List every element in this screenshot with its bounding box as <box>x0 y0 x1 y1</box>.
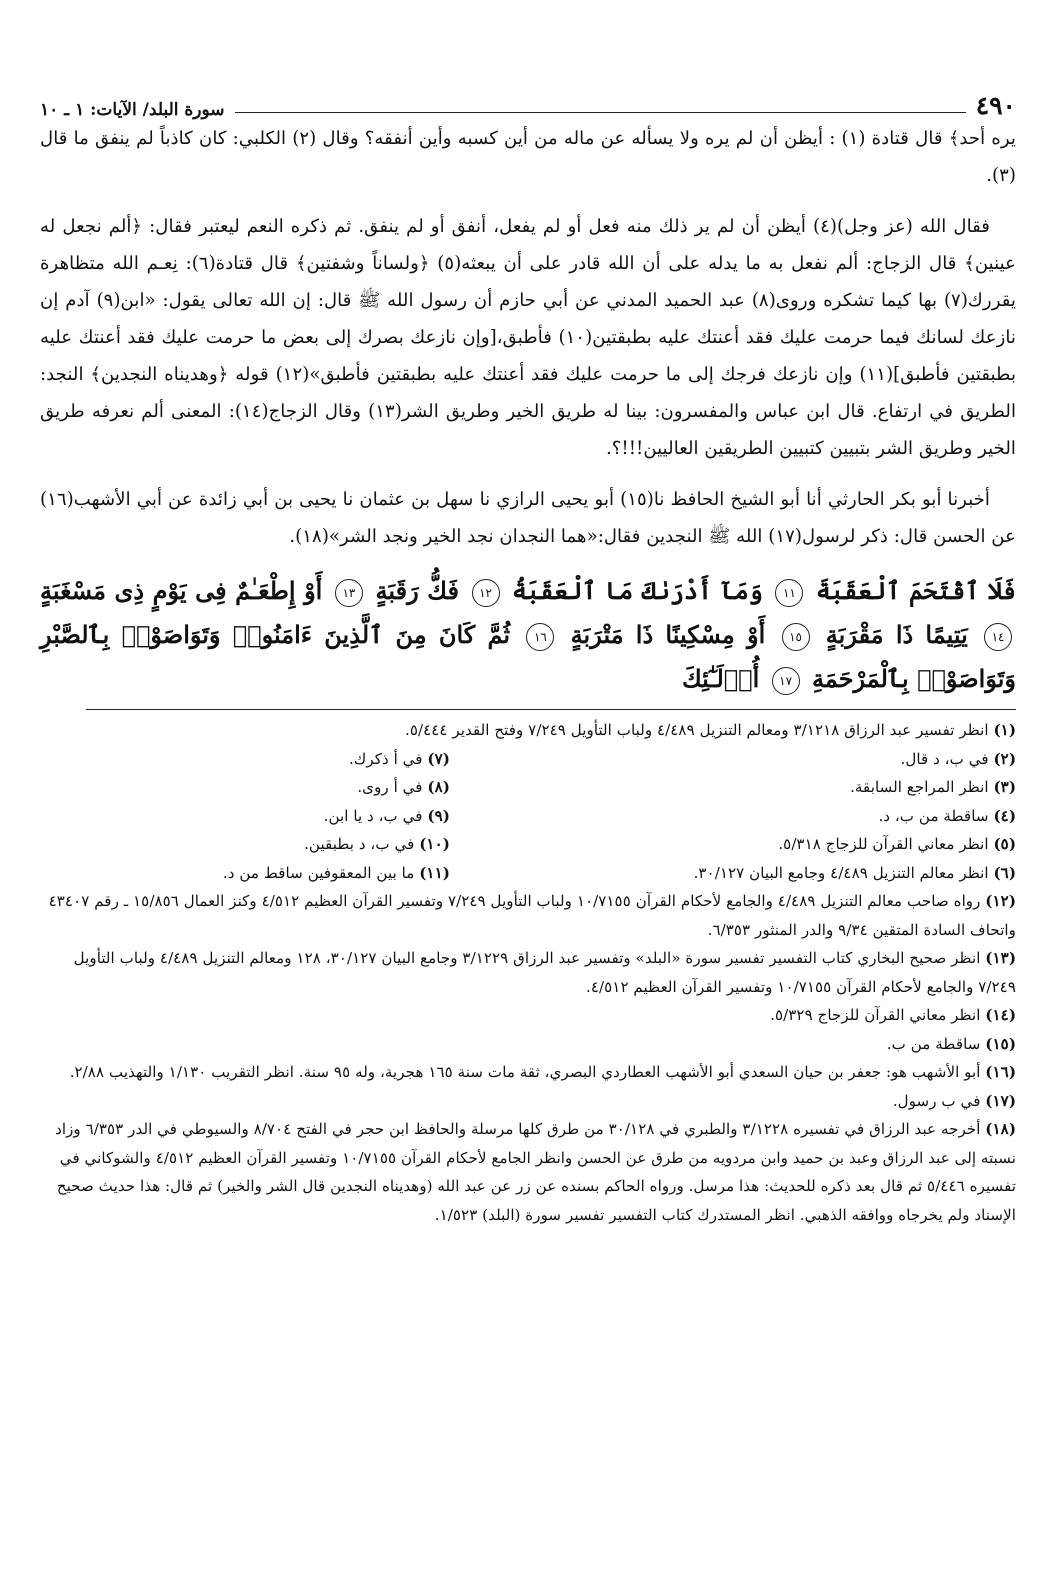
footnote <box>40 716 1016 745</box>
footnote <box>40 802 450 831</box>
paragraph: أخبرنا أبو بكر الحارثي أنا أبو الشيخ الحافظ نا(١٥) أبو يحيى الرازي نا سهل بن عثمان نا يحيى بن أبي زائدة عن أبي الأشهب(١٦) عن الحسن قال: ذكر لرسول(١٧) الله ﷺ النجدين فقال:«هما النجدان نجد الخير ونجد الشر»(١٨). <box>40 489 1016 547</box>
verse-text: فَكُّ رَقَبَةٍ <box>375 576 459 605</box>
footnote <box>450 802 1016 831</box>
page-header <box>40 80 1016 120</box>
footnote-number: (٧) <box>427 749 450 768</box>
footnote-number: (١٨) <box>985 1120 1016 1138</box>
page-number: ٤٩٠ <box>975 91 1016 120</box>
footnote <box>450 745 1016 774</box>
header-rule <box>235 112 966 113</box>
verse-text: ثُمَّ كَانَ مِنَ ٱلَّذِينَ ءَامَنُوا۟ وَتَوَاصَوْا۟ بِٱلصَّبْرِ وَتَوَاصَوْا۟ بِٱلْمَرْحَمَةِ <box>40 620 1016 693</box>
ayah-marker: ١١ <box>775 579 803 607</box>
footnote-text: ما بين المعقوفين ساقط من د. <box>222 863 415 882</box>
footnote-text: في أ ذكرك. <box>349 749 423 768</box>
footnote <box>450 830 1016 859</box>
footnote <box>40 1058 1016 1087</box>
footnote-text: انظر معالم التنزيل ٤/٤٨٩ وجامع البيان ٣٠/١٢٧. <box>693 863 989 882</box>
ayah-marker: ١٤ <box>984 623 1012 651</box>
footnote-number: (١٧) <box>985 1091 1016 1110</box>
footnote-number: (١٤) <box>985 1006 1016 1024</box>
footnote-text: انظر معاني القرآن للزجاج ٥/٣٢٩. <box>770 1006 981 1024</box>
verse-text: أَوْ مِسْكِينًا ذَا مَتْرَبَةٍ <box>570 620 766 649</box>
footnote-text: ساقطة من ب، د. <box>878 806 989 825</box>
footnote-number: (٦) <box>993 863 1016 882</box>
verse-text: فَلَا ٱقْتَحَمَ ٱلْعَقَبَةَ <box>816 576 1016 605</box>
running-title: سورة البلد/ الآيات: ١ ـ ١٠ <box>40 100 225 120</box>
footnote <box>40 1001 1016 1030</box>
footnote-text: رواه صاحب معالم التنزيل ٤/٤٨٩ والجامع لأحكام القرآن ١٠/٧١٥٥ ولباب التأويل ٧/٢٤٩ وتفسير القرآن العظيم ٤/٥١٢ وكنز العمال ١٥/٨٥٦ ـ رقم ٤٣٤٠٧ واتحاف السادة المتقين ٩/٣٤ والدر المنثور ٦/٣٥٣. <box>48 892 1016 939</box>
footnote <box>40 1030 1016 1059</box>
footnote-column-right <box>450 745 1016 888</box>
footnotes <box>40 716 1016 1229</box>
footnote-text: ساقطة من ب. <box>886 1034 981 1053</box>
footnote-number: (٨) <box>427 778 450 796</box>
footnote <box>450 859 1016 888</box>
footnote-number: (١) <box>993 721 1016 739</box>
footnote <box>40 944 1016 1001</box>
footnote-text: انظر معاني القرآن للزجاج ٥/٣١٨. <box>778 835 989 853</box>
footnote <box>40 830 450 859</box>
footnote-text: أخرجه عبد الرزاق في تفسيره ٣/١٢٢٨ والطبري في ٣٠/١٢٨ من طرق كلها مرسلة والحافظ ابن حجر في الفتح ٨/٧٠٤ والسيوطي في الدر ٦/٣٥٣ وزاد نسبته إلى عبد الرزاق وعبد بن حميد وابن مردويه من طرق عن الحسن وانظر الجامع لأحكام القرآن ١٠/٧١٥٥ وتفسير القرآن العظيم ٤/٥١٢ والشوكاني في تفسيره ٥/٤٤٦ ثم قال بعد ذكره للحديث: هذا مرسل. ورواه الحاكم بسنده عن زر عن عبد الله (وهديناه النجدين قال الشر والخير) ثم قال: هذا حديث صحيح الإسناد ولم يخرجاه ووافقه الذهبي. انظر المستدرك كتاب التفسير تفسير سورة (البلد) ١/٥٢٣. <box>55 1120 1016 1224</box>
ayah-marker: ١٢ <box>472 579 500 607</box>
footnote <box>40 1115 1016 1229</box>
verse-text: وَمَآ أَدْرَىٰكَ مَا ٱلْعَقَبَةُ <box>512 576 763 605</box>
footnote-number: (٥) <box>993 835 1016 853</box>
footnote-text: أبو الأشهب هو: جعفر بن حيان السعدي أبو الأشهب العطاردي البصري، ثقة مات سنة ١٦٥ هجرية، وله ٩٥ سنة. انظر التقريب ١/١٣٠ والتهذيب ٢/٨٨. <box>69 1063 981 1081</box>
paragraph: يره أحد﴾ قال قتادة (١) : أيظن أن لم يره ولا يسأله عن ماله من أين كسبه وأين أنفقه؟ وقال (٢) الكلبي: كان كاذباً لم ينفق ما قال (٣). <box>40 128 1016 186</box>
footnote-number: (١٢) <box>985 892 1016 910</box>
footnote-columns <box>40 745 1016 888</box>
footnote-text: انظر المراجع السابقة. <box>850 778 989 796</box>
footnote-separator <box>86 709 1016 710</box>
footnote-number: (٢) <box>993 749 1016 768</box>
paragraph: فقال الله (عز وجل)(٤) أيظن أن لم ير ذلك منه فعل أو لم يفعل، أنفق أو لم ينفق. ثم ذكره النعم ليعتبر فقال: ﴿ألم نجعل له عينين﴾ قال الزجاج: ألم نفعل به ما يدله على أن الله قادر على أن يبعثه(٥) ﴿ولساناً وشفتين﴾ قال قتادة(٦): نِعـم الله متظاهرة يقررك(٧) بها كيما تشكره وروى(٨) عبد الحميد المدني عن أبي حازم أن رسول الله ﷺ قال: إن الله تعالى يقول: «ابن(٩) آدم إن نازعك لسانك فيما حرمت عليك فقد أعنتك عليه بطبقتين(١٠) فأطبق،[وإن نازعك بصرك إلى بعض ما حرمت عليك فقد أعنتك عليه بطبقتين فأطبق](١١) وإن نازعك فرجك إلى ما حرمت عليك فقد أعنتك عليه بطبقتين فأطبق»(١٢) قوله ﴿وهديناه النجدين﴾ النجد: الطريق في ارتفاع. قال ابن عباس والمفسرون: بينا له طريق الخير وطريق الشر(١٣) وقال الزجاج(١٤): المعنى ألم نعرفه طريق الخير وطريق الشر بتبيين كتبيين الطريقين العاليين!!!؟. <box>40 216 1017 459</box>
ayah-marker: ١٥ <box>782 623 810 651</box>
verse-text: أَوْ إِطْعَـٰمٌ فِى يَوْمٍ ذِى مَسْغَبَةٍ <box>40 576 323 605</box>
footnote-text: في ب، د قال. <box>900 749 989 768</box>
quran-verses <box>40 569 1016 701</box>
footnote <box>40 773 450 802</box>
footnote-text: في أ روى. <box>357 778 423 796</box>
footnote-number: (١٦) <box>985 1063 1016 1081</box>
ayah-marker: ١٣ <box>335 579 363 607</box>
footnote-text: في ب، د بطبقين. <box>304 835 415 853</box>
footnote-number: (١٣) <box>985 949 1016 967</box>
footnote-column-left <box>40 745 450 888</box>
ayah-marker: ١٧ <box>772 667 800 695</box>
footnote-text: في ب رسول. <box>892 1091 981 1110</box>
footnote <box>450 773 1016 802</box>
footnote-number: (٣) <box>993 778 1016 796</box>
footnote-text: انظر صحيح البخاري كتاب التفسير تفسير سورة «البلد» وتفسير عبد الرزاق ٣/١٢٢٩ وجامع البيان ٣٠/١٢٧، ١٢٨ ومعالم التنزيل ٤/٤٨٩ ولباب التأويل ٧/٢٤٩ والجامع لأحكام القرآن ١٠/٧١٥٥ وتفسير القرآن العظيم ٤/٥١٢. <box>73 949 1016 996</box>
footnote <box>40 1087 1016 1116</box>
footnote-number: (١٥) <box>985 1034 1016 1053</box>
verse-text: أُو۟لَـٰٓئِكَ <box>681 664 760 693</box>
footnote-text: في ب، د يا ابن. <box>323 806 423 825</box>
page <box>40 80 1016 1229</box>
footnote-number: (١٠) <box>419 835 450 853</box>
main-text <box>40 120 1016 555</box>
footnote-number: (٩) <box>427 806 450 825</box>
ayah-marker: ١٦ <box>526 623 554 651</box>
footnote <box>40 745 450 774</box>
footnote <box>40 887 1016 944</box>
footnote-text: انظر تفسير عبد الرزاق ٣/١٢١٨ ومعالم التنزيل ٤/٤٨٩ ولباب التأويل ٧/٢٤٩ وفتح القدير ٥/٤٤٤. <box>405 721 989 739</box>
footnote <box>40 859 450 888</box>
footnote-number: (٤) <box>993 806 1016 825</box>
footnote-number: (١١) <box>419 863 450 882</box>
verse-text: يَتِيمًا ذَا مَقْرَبَةٍ <box>825 620 968 649</box>
